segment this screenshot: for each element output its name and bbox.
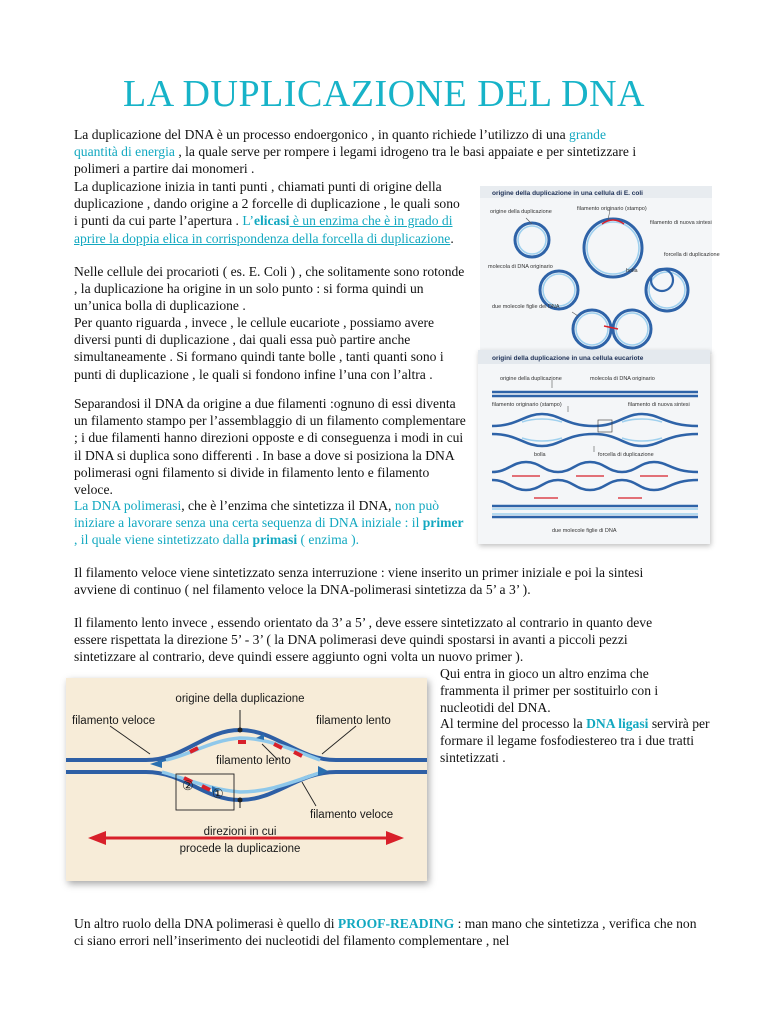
label-origin: origine della duplicazione <box>175 693 305 705</box>
paragraph-ligasi <box>440 715 710 767</box>
highlight-polimerasi: La DNA polimerasi <box>74 498 182 513</box>
figure-eukaryote <box>478 350 710 544</box>
text: La duplicazione inizia in tanti punti , chiamati punti di origine della duplicazione , dando origine a 2 forcelle di duplicazione , le quali sono i punti da cui parte l’apertura . <box>74 179 460 229</box>
label-molecola: molecola di DNA originario <box>590 376 655 382</box>
label-veloce-bottom: filamento veloce <box>310 809 394 821</box>
highlight-l: L’ <box>242 213 254 229</box>
paragraph-strands: Separandosi il DNA da origine a due filamenti :ognuno di essi diventa un filamento stampo per l’assemblaggio di un filamento complementare ; i due filamenti hanno direzioni opposte e di conseguenza i modi in cui il DNA si duplica sono differenti . In base a dove si posiziona la DNA polimerasi ogni filamento si divide in filamento lento e filamento veloce. <box>74 396 466 498</box>
label-direzioni-2: procede la duplicazione <box>179 843 301 855</box>
paragraph-veloce: Il filamento veloce viene sintetizzato senza interruzione : viene inserito un primer iniziale e poi la sintesi avviene di continuo ( nel filamento veloce la DNA-polimerasi sintetizza da 5’ a 3’ ). <box>74 565 644 598</box>
highlight-proofreading: PROOF-READING <box>337 916 455 931</box>
label-number-1: ① <box>212 786 224 801</box>
label-origin: origine della duplicazione <box>490 209 552 215</box>
label-direzioni-1: direzioni in cui <box>203 826 277 838</box>
label-veloce-top: filamento veloce <box>72 715 156 727</box>
highlight-energy: grande quantità di energia <box>74 127 607 160</box>
label-figlie: due molecole figlie di DNA <box>552 528 617 534</box>
label-nuova: filamento di nuova sintesi <box>650 220 712 226</box>
paragraph-intro <box>74 126 644 178</box>
paragraph-origin <box>74 178 466 247</box>
label-stampo: filamento originario (stampo) <box>577 206 647 212</box>
label-bolla: bolla <box>534 452 546 458</box>
paragraph-eukaryotes: Per quanto riguarda , invece , le cellule eucariote , possiamo avere diversi punti di duplicazione , dai quali essa può partire anche simultaneamente . Si formano quindi tante bolle , tanti quanti sono i punti di duplicazione , le quali si fondono infine l’una con l’altra . <box>74 315 444 382</box>
paragraph-lento: Il filamento lento invece , essendo orientato da 3’ a 5’ , deve essere sintetizzato al contrario in quanto deve essere rispettata la direzione 5’ - 3’ ( la DNA polimerasi deve quindi spostarsi in avanti a piccoli pezzi sintetizzare al contrario, deve quindi essere aggiunto ogni volta un nuovo primer ). <box>74 615 653 665</box>
paragraph-proofreading <box>74 915 704 949</box>
figure-ecoli <box>480 186 720 354</box>
paragraph-polimerasi <box>74 497 466 549</box>
highlight-enzima: ( enzima ). <box>297 532 360 548</box>
highlight-primasi: primasi <box>252 532 298 548</box>
label-forcella: forcella di duplicazione <box>598 452 654 458</box>
text: Un altro ruolo della DNA polimerasi è quello di <box>74 916 338 931</box>
paragraph-prokaryotes: Nelle cellule dei procarioti ( es. E. Coli ) , che solitamente sono rotonde , la duplicazione ha origine in un solo punto : si forma quindi un un’unica bolla di duplicazione . <box>74 264 465 314</box>
label-molecola: molecola di DNA originario <box>488 264 553 270</box>
text: , la quale serve per rompere i legami idrogeno tra le basi appaiate e per sintetizzare i polimeri a partire dai monomeri . <box>74 144 637 177</box>
label-originario: filamento originario (stampo) <box>492 402 562 408</box>
text: La duplicazione del DNA è un processo endoergonico , in quanto richiede l’utilizzo di una <box>74 127 570 142</box>
elicasi-definition-link[interactable]: è un enzima che è in grado di aprire la doppia elica in corrispondenza della forcella di duplicazione <box>74 213 453 246</box>
text: : man mano che sintetizza , verifica che non ci siano errori nell’inserimento dei nucleotidi del filamento complementare , nel <box>74 916 697 949</box>
label-number-2: ② <box>182 778 194 793</box>
highlight-ligasi: DNA ligasi <box>586 716 649 731</box>
label-figlie: due molecole figlie del DNA <box>492 304 560 310</box>
figure-replication-fork <box>66 678 427 881</box>
highlight-primer-text: , il quale viene sintetizzato dalla <box>74 532 253 548</box>
label-bolla: bolla <box>626 268 638 274</box>
figure-eukaryote-title: origini della duplicazione in una cellula eucariote <box>492 355 644 362</box>
highlight-elicasi: elicasi <box>253 213 290 229</box>
text: Al termine del processo la <box>440 716 587 731</box>
paragraph-enzyme: Qui entra in gioco un altro enzima che frammenta il primer per sostituirlo con i nucleotidi del DNA. <box>440 666 659 716</box>
text: . <box>450 230 454 246</box>
label-origin: origine della duplicazione <box>500 376 562 382</box>
highlight-primer: primer <box>422 515 464 531</box>
label-forcella: forcella di duplicazione <box>664 252 720 258</box>
text: servirà per formare il legame fosfodiestereo tra i due tratti sintetizzati . <box>440 716 710 766</box>
page-title: LA DUPLICAZIONE DEL DNA <box>123 73 645 115</box>
figure-ecoli-title: origine della duplicazione in una cellula di E. coli <box>492 190 643 197</box>
label-lento-top: filamento lento <box>316 715 391 727</box>
text: , che è l’enzima che sintetizza il DNA, <box>181 498 395 513</box>
highlight-primer-text: non può iniziare a lavorare senza una certa sequenza di DNA iniziale : il <box>74 498 440 531</box>
label-lento-mid: filamento lento <box>216 755 291 767</box>
label-nuova: filamento di nuova sintesi <box>628 402 690 408</box>
